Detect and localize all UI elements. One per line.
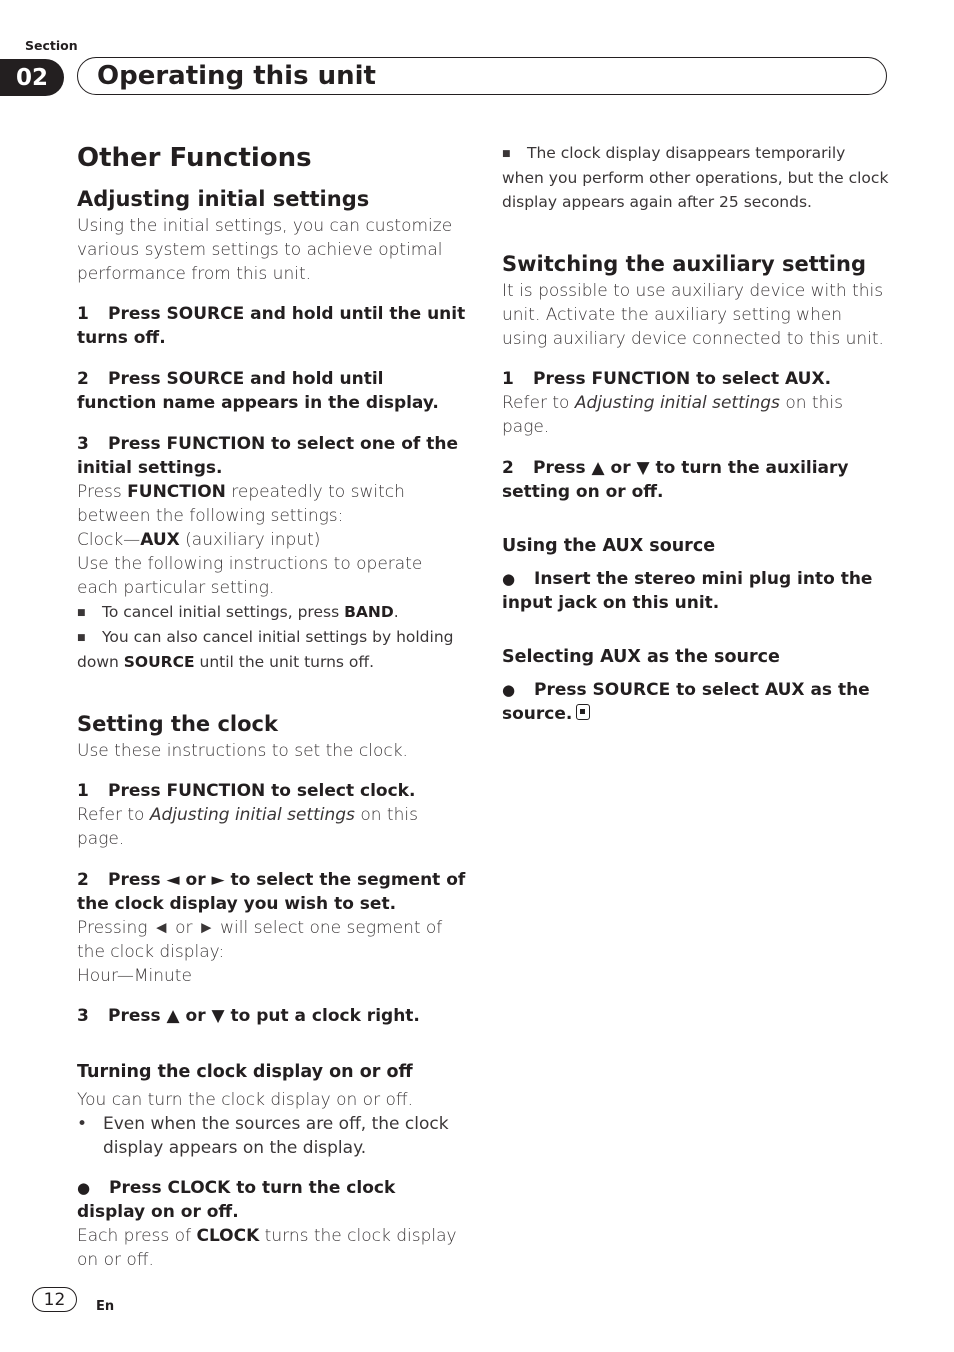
- step-number: 1: [77, 781, 89, 801]
- step-number: 2: [77, 870, 89, 890]
- step-text: Press ▲ or ▼ to put a clock right.: [108, 1006, 420, 1026]
- initial-step-3: [77, 432, 467, 480]
- right-column: [502, 141, 892, 726]
- language-label: En: [96, 1299, 115, 1314]
- step-number: 2: [77, 369, 89, 389]
- initial-step-1: [77, 302, 467, 350]
- display-step: ● Press CLOCK to turn the clock display on or off.: [77, 1178, 396, 1222]
- heading-auxiliary: Switching the auxiliary setting: [502, 252, 866, 276]
- step-text: Press ▲ or ▼ to turn the auxiliary setting on or off.: [502, 458, 849, 502]
- display-intro: You can turn the clock display on or off.: [77, 1090, 413, 1110]
- filled-circle-icon: ●: [77, 1179, 91, 1197]
- step-text: Press SOURCE and hold until the unit turns off.: [77, 304, 466, 348]
- clock-step-3: [77, 1004, 467, 1028]
- step-text: Press FUNCTION to select one of the initial settings.: [77, 434, 459, 478]
- display-text: Each press of CLOCK turns the clock display on or off.: [77, 1226, 457, 1270]
- initial-step-3-text: Press FUNCTION repeatedly to switch between the following settings:: [77, 482, 405, 526]
- aux-step-2: [502, 456, 892, 504]
- step-number: 3: [77, 434, 89, 454]
- step-text: Press ◄ or ► to select the segment of the clock display you wish to set.: [77, 870, 466, 914]
- clock-step-2: [77, 868, 467, 916]
- filled-circle-icon: ●: [502, 570, 516, 588]
- square-bullet-icon: ■: [77, 633, 86, 643]
- initial-intro: Using the initial settings, you can customize various system settings to achieve optimal performance from this unit.: [77, 216, 453, 284]
- step-number: 2: [502, 458, 514, 478]
- heading-selecting-aux: Selecting AUX as the source: [502, 647, 780, 667]
- square-bullet-icon: ■: [502, 149, 511, 159]
- initial-follow: Use the following instructions to operate each particular setting.: [77, 554, 423, 598]
- heading-using-aux: Using the AUX source: [502, 536, 716, 556]
- clock-step-1-ref: Refer to Adjusting initial settings on this page.: [77, 805, 418, 849]
- step-text: Press FUNCTION to select AUX.: [533, 369, 832, 389]
- heading-initial-settings: Adjusting initial settings: [77, 187, 370, 211]
- clock-step-2-text: Pressing ◄ or ► will select one segment of the clock display:: [77, 918, 443, 962]
- display-bullet: • Even when the sources are off, the clock display appears on the display.: [77, 1114, 449, 1158]
- clock-note: ■ The clock display disappears temporarily when you perform other operations, but the clock display appears again after 25 seconds.: [502, 144, 889, 211]
- aux-step-1: [502, 367, 892, 391]
- main-title: Other Functions: [77, 143, 312, 173]
- bullet-icon: •: [77, 1114, 88, 1134]
- initial-step-2: [77, 367, 467, 415]
- end-of-section-icon: [576, 704, 590, 720]
- selecting-aux-step: ● Press SOURCE to select AUX as the source.: [502, 680, 870, 724]
- left-column: [77, 139, 467, 1272]
- section-label: Section: [25, 38, 78, 53]
- step-text: Press SOURCE and hold until function name appears in the display.: [77, 369, 439, 413]
- clock-step-2-sequence: Hour—Minute: [77, 966, 192, 986]
- filled-circle-icon: ●: [502, 681, 516, 699]
- step-text: Press FUNCTION to select clock.: [108, 781, 416, 801]
- aux-intro: It is possible to use auxiliary device with this unit. Activate the auxiliary setting when using auxiliary device connected to this unit.: [502, 281, 884, 349]
- page-title: Operating this unit: [97, 61, 376, 91]
- settings-list: Clock—AUX (auxiliary input): [77, 530, 321, 550]
- initial-note-1: ■ To cancel initial settings, press BAND.: [77, 600, 467, 625]
- page-number: 12: [32, 1287, 77, 1312]
- square-bullet-icon: ■: [77, 608, 86, 618]
- section-number-tab: 02: [0, 59, 64, 96]
- using-aux-step: ● Insert the stereo mini plug into the input jack on this unit.: [502, 569, 873, 613]
- aux-step-1-ref: Refer to Adjusting initial settings on this page.: [502, 393, 843, 437]
- step-number: 1: [77, 304, 89, 324]
- clock-step-1: [77, 779, 467, 803]
- clock-intro: Use these instructions to set the clock.: [77, 741, 408, 761]
- initial-note-2: ■ You can also cancel initial settings by holding down SOURCE until the unit turns off.: [77, 628, 454, 671]
- heading-clock-display: Turning the clock display on or off: [77, 1062, 413, 1082]
- heading-setting-clock: Setting the clock: [77, 712, 278, 736]
- step-number: 3: [77, 1006, 89, 1026]
- step-number: 1: [502, 369, 514, 389]
